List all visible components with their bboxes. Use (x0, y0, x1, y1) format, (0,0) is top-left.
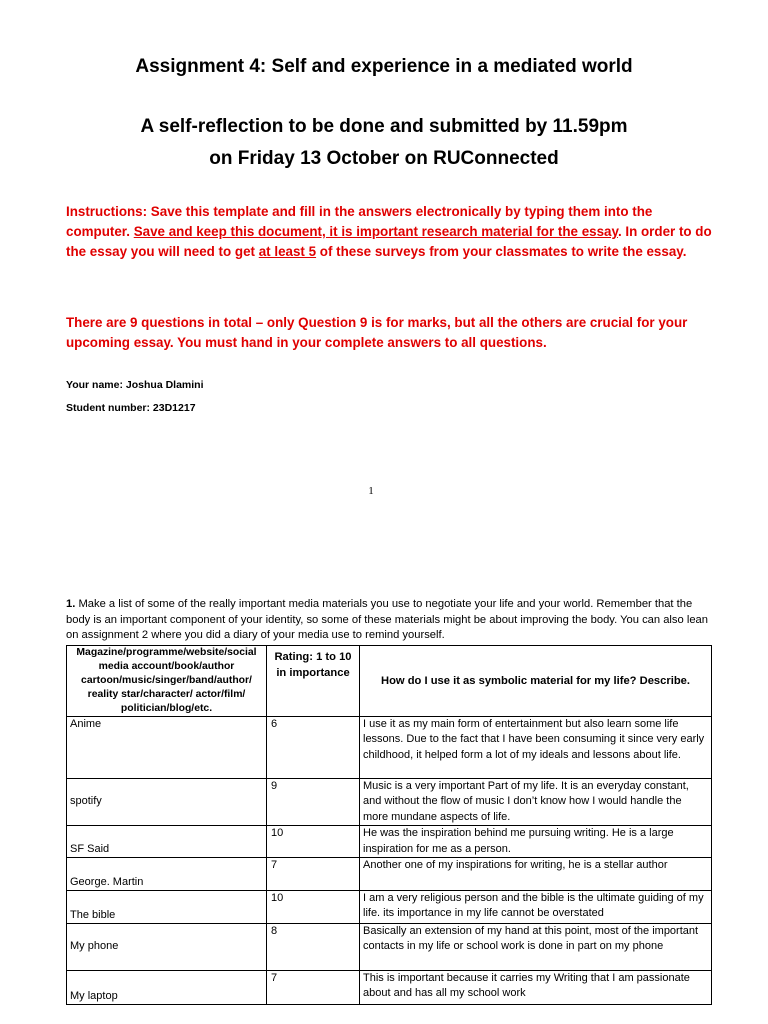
use-cell: Music is a very important Part of my life. It is an everyday constant, and without the flow of music I don’t know how I would handle the more mundane aspects of life. (360, 779, 712, 826)
instructions-text-2: . In order to do the essay you will need to get (66, 224, 712, 259)
use-cell: This is important because it carries my Writing that I am passionate about and has all my school work (360, 971, 712, 1005)
rating-cell: 6 (267, 717, 360, 779)
media-materials-table (66, 645, 712, 1005)
rating-cell: 7 (267, 971, 360, 1005)
instructions-paragraph (66, 202, 716, 262)
item-cell: My laptop (67, 971, 267, 1005)
instructions-underlined-count: at least 5 (258, 244, 317, 259)
use-cell: I use it as my main form of entertainment but also learn some life lessons. Due to the fact that I have been consuming it since very early childhood, it helped form a lot of my ideals and lessons about life. (360, 717, 712, 779)
table-row (67, 826, 712, 858)
rating-cell: 10 (267, 826, 360, 858)
item-cell: spotify (67, 779, 267, 826)
question-text: Make a list of some of the really important media materials you use to negotiate your life and your world. Remember that the body is an important component of your identity, so some of these materials might be about improving the body. You can also lean on assignment 2 where you did a diary of your media use to remind yourself. (66, 598, 708, 642)
table-row (67, 971, 712, 1005)
instructions-text-3: of these surveys from your classmates to write the essay. (316, 244, 687, 259)
item-cell: The bible (67, 891, 267, 924)
document-subtitle-line1: A self-reflection to be done and submitted by 11.59pm (140, 116, 628, 137)
item-cell: George. Martin (67, 858, 267, 891)
question-number: 1. (66, 598, 76, 610)
rating-cell: 10 (267, 891, 360, 924)
student-name: Your name: Joshua Dlamini (66, 379, 204, 391)
student-number: Student number: 23D1217 (66, 402, 196, 414)
use-cell: I am a very religious person and the bible is the ultimate guiding of my life. its importance in my life cannot be overstated (360, 891, 712, 924)
rating-cell: 8 (267, 924, 360, 971)
question-1 (66, 597, 716, 644)
document-subtitle-line2: on Friday 13 October on RUConnected (209, 148, 559, 169)
item-cell: My phone (67, 924, 267, 971)
header-rating: Rating: 1 to 10 in importance (267, 646, 360, 717)
use-cell: He was the inspiration behind me pursuing writing. He is a large inspiration for me as a person. (360, 826, 712, 858)
table-header-row (67, 646, 712, 717)
item-cell: Anime (67, 717, 267, 779)
table-row (67, 891, 712, 924)
table-row (67, 779, 712, 826)
document-title: Assignment 4: Self and experience in a mediated world (135, 56, 633, 77)
page-number: 1 (368, 485, 374, 497)
questions-note: There are 9 questions in total – only Question 9 is for marks, but all the others are crucial for your upcoming essay. You must hand in your complete answers to all questions. (66, 315, 688, 350)
table-row (67, 924, 712, 971)
table-row (67, 858, 712, 891)
table-row (67, 717, 712, 779)
item-cell: SF Said (67, 826, 267, 858)
instructions-text: Instructions: Save this template and fill in the answers electronically by typing them into the computer. (66, 204, 653, 239)
header-media-type: Magazine/programme/website/social media account/book/author cartoon/music/singer/band/author/ reality star/character/ actor/film/ politician/blog/etc. (67, 646, 267, 717)
use-cell: Another one of my inspirations for writing, he is a stellar author (360, 858, 712, 891)
instructions-underlined-keep: Save and keep this document, it is important research material for the essay (133, 224, 618, 239)
rating-cell: 9 (267, 779, 360, 826)
use-cell: Basically an extension of my hand at this point, most of the important contacts in my life or school work is done in part on my phone (360, 924, 712, 971)
header-description: How do I use it as symbolic material for my life? Describe. (360, 646, 712, 717)
rating-cell: 7 (267, 858, 360, 891)
